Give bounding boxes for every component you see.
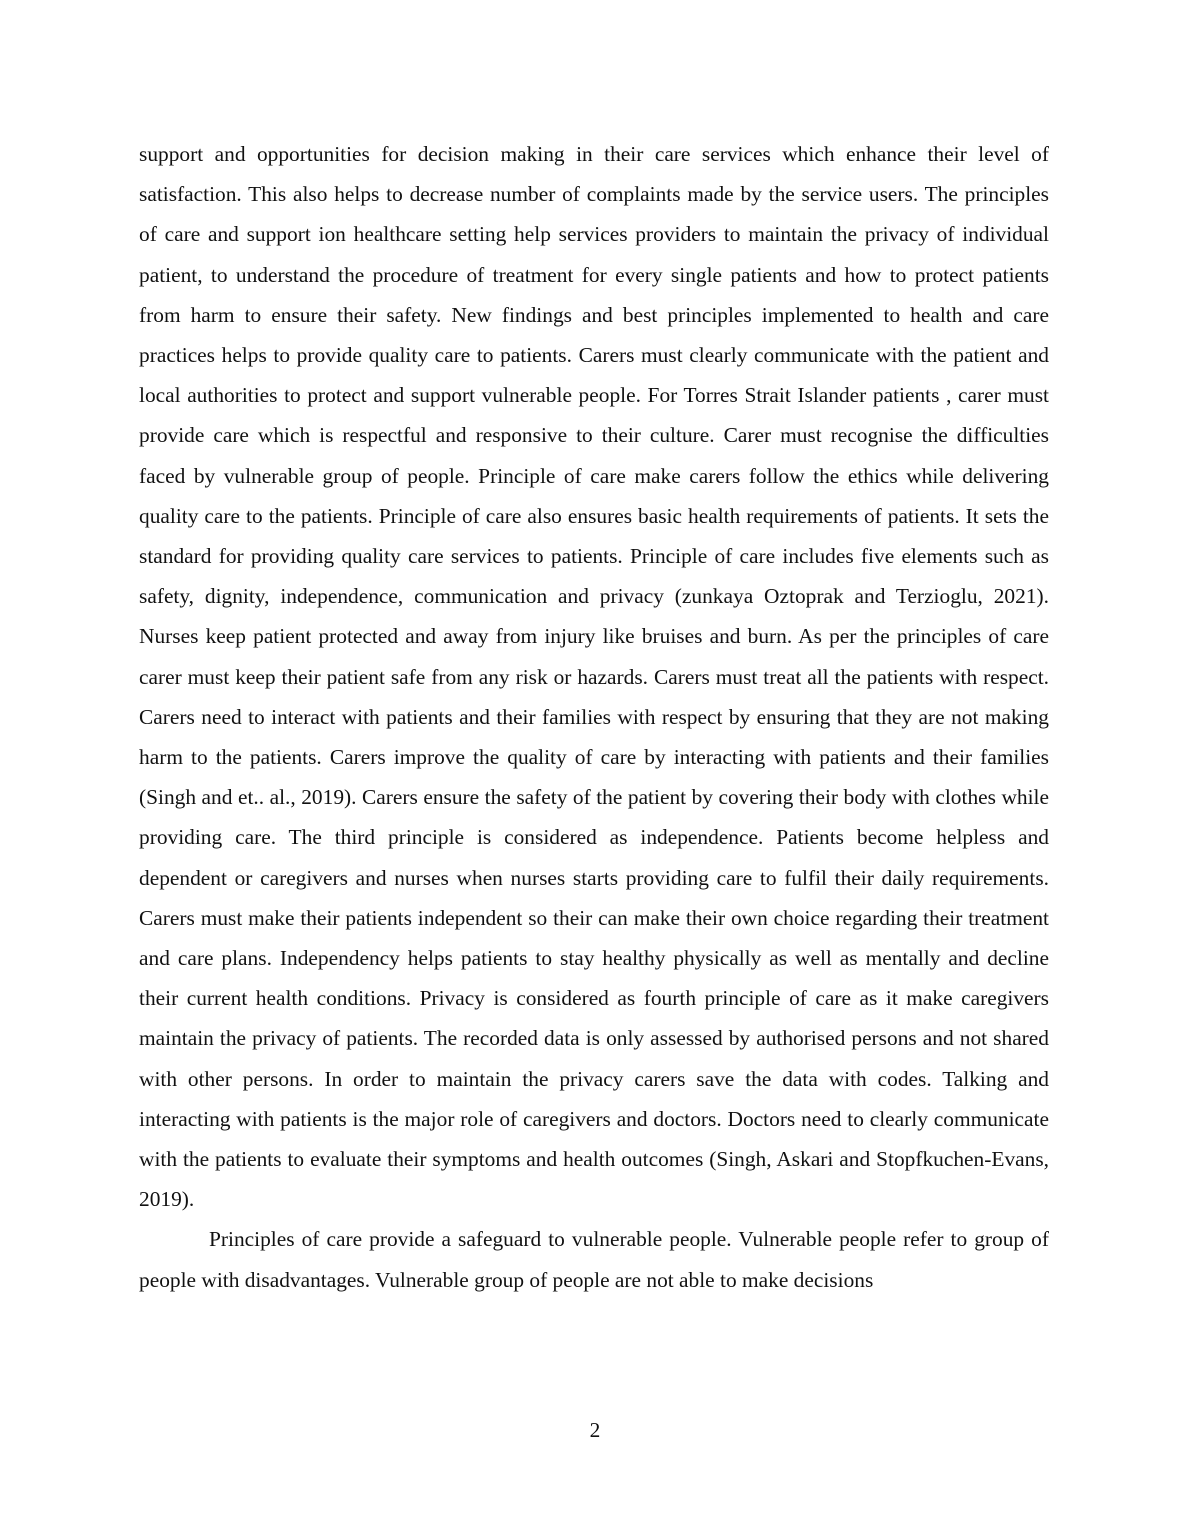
paragraph-principles-of-care: Principles of care provide a safeguard to vulnerable people. Vulnerable people refer to group of people with disadvantages. Vulnerable group of people are not able to make decisions — [139, 1227, 1049, 1292]
document-body — [139, 134, 1049, 1300]
paragraph-continued: support and opportunities for decision making in their care services which enhance their level of satisfaction. This also helps to decrease number of complaints made by the service users. The principles of care and support ion healthcare setting help services providers to maintain the privacy of individual patient, to understand the procedure of treatment for every single patients and how to protect patients from harm to ensure their safety. New findings and best principles implemented to health and care practices helps to provide quality care to patients. Carers must clearly communicate with the patient and local authorities to protect and support vulnerable people. For Torres Strait Islander patients , carer must provide care which is respectful and responsive to their culture. Carer must recognise the difficulties faced by vulnerable group of people. Principle of care make carers follow the ethics while delivering quality care to the patients. Principle of care also ensures basic health requirements of patients. It sets the standard for providing quality care services to patients. Principle of care includes five elements such as safety, dignity, independence, communication and privacy (zunkaya Oztoprak and Terzioglu, 2021). Nurses keep patient protected and away from injury like bruises and burn. As per the principles of care carer must keep their patient safe from any risk or hazards. Carers must treat all the patients with respect. Carers need to interact with patients and their families with respect by ensuring that they are not making harm to the patients. Carers improve the quality of care by interacting with patients and their families (Singh and et.. al., 2019). Carers ensure the safety of the patient by covering their body with clothes while providing care. The third principle is considered as independence. Patients become helpless and dependent or caregivers and nurses when nurses starts providing care to fulfil their daily requirements. Carers must make their patients independent so their can make their own choice regarding their treatment and care plans. Independency helps patients to stay healthy physically as well as mentally and decline their current health conditions. Privacy is considered as fourth principle of care as it make caregivers maintain the privacy of patients. The recorded data is only assessed by authorised persons and not shared with other persons. In order to maintain the privacy carers save the data with codes. Talking and interacting with patients is the major role of caregivers and doctors. Doctors need to clearly communicate with the patients to evaluate their symptoms and health outcomes (Singh, Askari and Stopfkuchen-Evans, 2019). — [139, 142, 1049, 1212]
page-number: 2 — [589, 1418, 601, 1442]
